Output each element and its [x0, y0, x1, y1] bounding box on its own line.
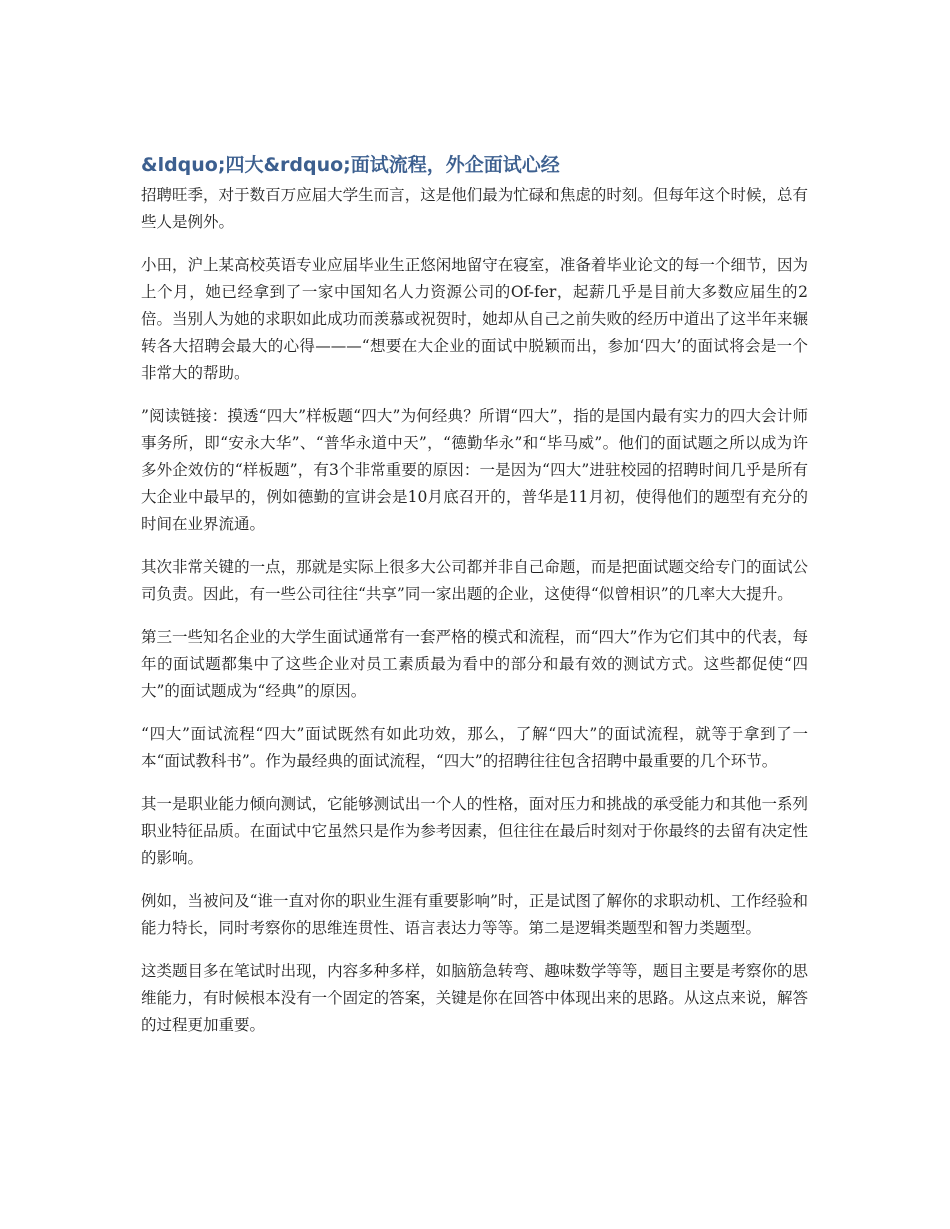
article-paragraph: ”阅读链接：摸透“四大”样板题“四大”为何经典？所谓“四大”，指的是国内最有实力的四大会计师事务所，即“安永大华”、“普华永道中天”，“德勤华永”和“毕马威”。他们的面试题之所以成为许多外企效仿的“样板题”，有3个非常重要的原因：一是因为“四大”进驻校园的招聘时间几乎是所有大企业中最早的，例如德勤的宣讲会是10月底召开的，普华是11月初，使得他们的题型有充分的时间在业界流通。: [141, 407, 808, 533]
article-paragraph: 其一是职业能力倾向测试，它能够测试出一个人的性格，面对压力和挑战的承受能力和其他一系列职业特征品质。在面试中它虽然只是作为参考因素，但往往在最后时刻对于你最终的去留有决定性的影响。: [141, 795, 808, 867]
article-title: &ldquo;四大&rdquo;面试流程，外企面试心经: [141, 154, 560, 176]
article-paragraph: 例如，当被问及“谁一直对你的职业生涯有重要影响”时，正是试图了解你的求职动机、工作经验和能力特长，同时考察你的思维连贯性、语言表达力等等。第二是逻辑类题型和智力类题型。: [141, 892, 808, 937]
article-paragraph: 小田，沪上某高校英语专业应届毕业生正悠闲地留守在寝室，准备着毕业论文的每一个细节，因为上个月，她已经拿到了一家中国知名人力资源公司的Of-fer，起薪几乎是目前大多数应届生的2倍。当别人为她的求职如此成功而羡慕或祝贺时，她却从自己之前失败的经历中道出了这半年来辗转各大招聘会最大的心得———“想要在大企业的面试中脱颖而出，参加‘四大’的面试将会是一个非常大的帮助。: [141, 256, 808, 382]
article-paragraph: “四大”面试流程“四大”面试既然有如此功效，那么，了解“四大”的面试流程，就等于拿到了一本“面试教科书”。作为最经典的面试流程，“四大”的招聘往往包含招聘中最重要的几个环节。: [141, 725, 808, 770]
article-paragraph: 招聘旺季，对于数百万应届大学生而言，这是他们最为忙碌和焦虑的时刻。但每年这个时候，总有些人是例外。: [141, 186, 808, 231]
article-paragraph: 这类题目多在笔试时出现，内容多种多样，如脑筋急转弯、趣味数学等等，题目主要是考察你的思维能力，有时候根本没有一个固定的答案，关键是你在回答中体现出来的思路。从这点来说，解答的过程更加重要。: [141, 962, 808, 1034]
article: [141, 148, 808, 1055]
article-paragraph: 第三一些知名企业的大学生面试通常有一套严格的模式和流程，而“四大”作为它们其中的代表，每年的面试题都集中了这些企业对员工素质最为看中的部分和最有效的测试方式。这些都促使“四大”的面试题成为“经典”的原因。: [141, 628, 808, 700]
article-paragraph: 其次非常关键的一点，那就是实际上很多大公司都并非自己命题，而是把面试题交给专门的面试公司负责。因此，有一些公司往往“共享”同一家出题的企业，这使得“似曾相识”的几率大大提升。: [141, 558, 808, 603]
